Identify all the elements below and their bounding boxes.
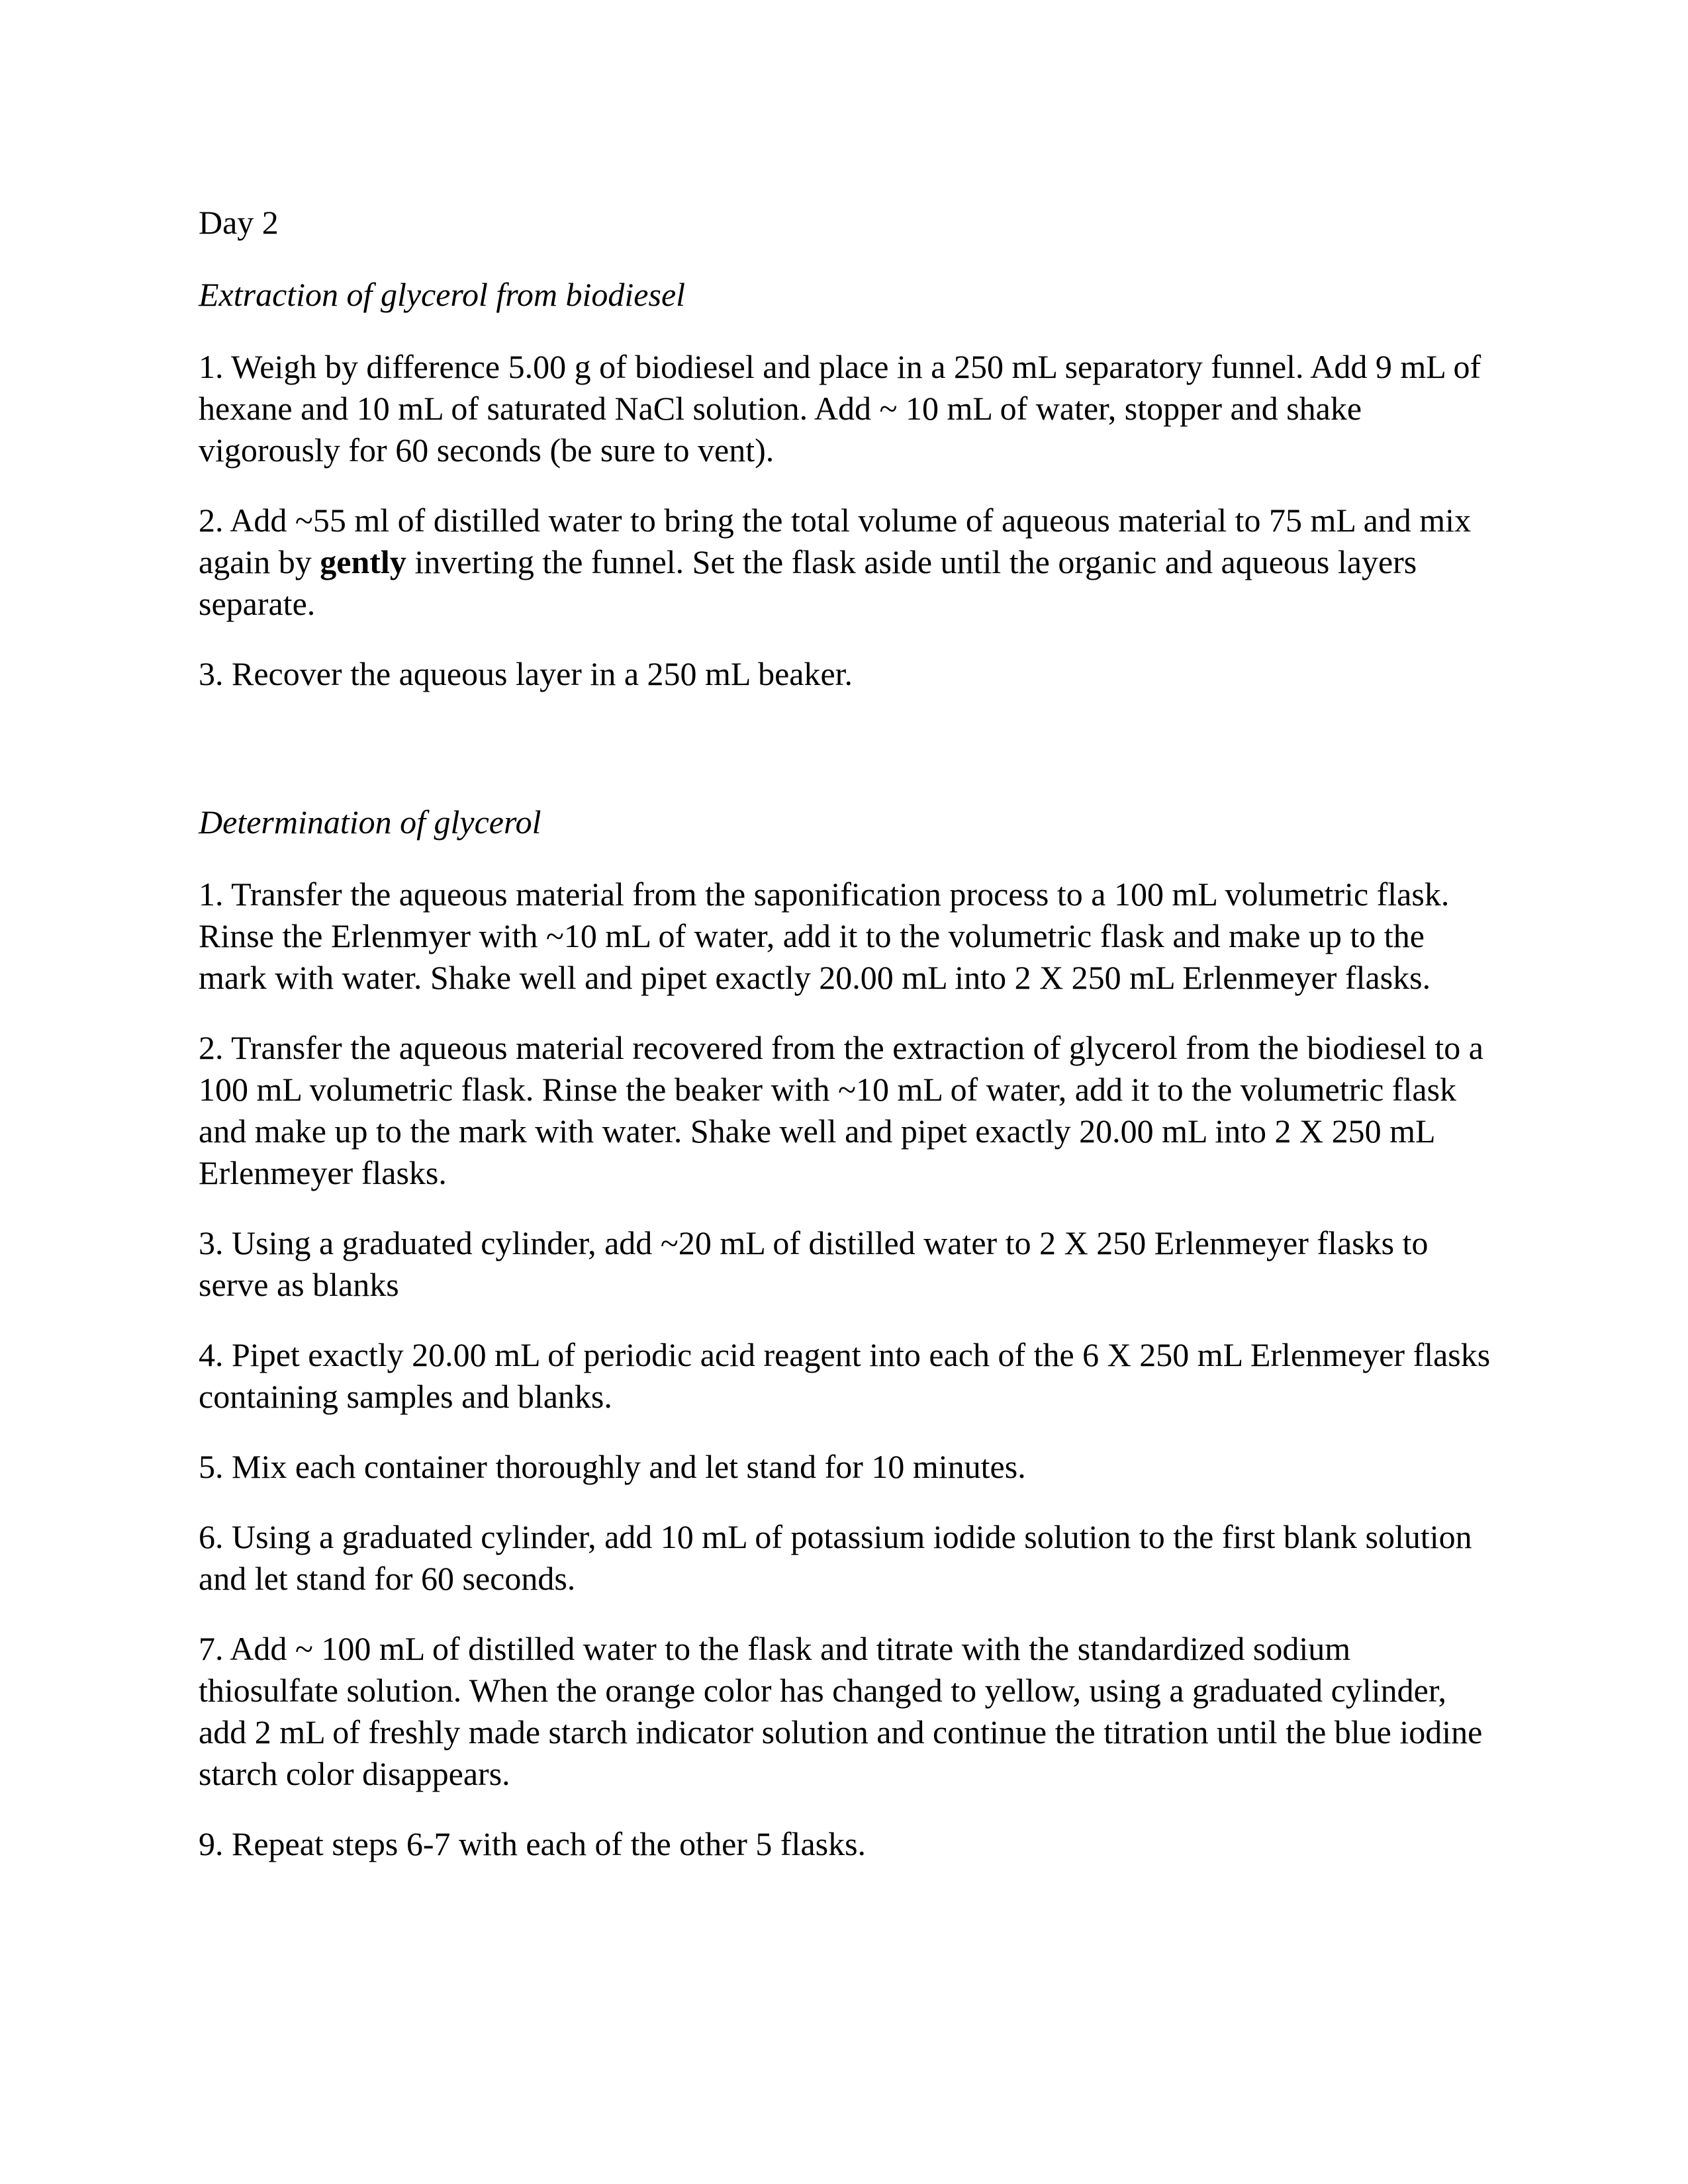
day-label: Day 2 xyxy=(199,204,279,241)
procedure-step xyxy=(199,1027,1493,1194)
step-text: 1. Weigh by difference 5.00 g of biodiesel and place in a 250 mL separatory funnel. Add 9 mL of hexane and 10 mL of saturated NaCl solution. Add ~ 10 mL of water, stopper and shake vigorously for 60 seconds (be sure to vent). xyxy=(199,348,1481,469)
step-text: 7. Add ~ 100 mL of distilled water to the flask and titrate with the standardized sodium thiosulfate solution. When the orange color has changed to yellow, using a graduated cylinder, add 2 mL of freshly made starch indicator solution and continue the titration until the blue iodine starch color disappears. xyxy=(199,1630,1483,1792)
bold-text: gently xyxy=(320,543,406,580)
procedure-step xyxy=(199,346,1493,471)
step-text: 2. Add ~55 ml of distilled water to bring the total volume of aqueous material to 75 mL and mix again by xyxy=(199,502,1472,580)
section-heading: Determination of glycerol xyxy=(199,803,541,841)
procedure-section xyxy=(199,723,1493,1865)
procedure-section xyxy=(199,274,1493,695)
step-text: 6. Using a graduated cylinder, add 10 mL of potassium iodide solution to the first blank solution and let stand for 60 seconds. xyxy=(199,1518,1472,1597)
procedure-step xyxy=(199,1628,1493,1795)
step-text: inverting the funnel. Set the flask aside until the organic and aqueous layers separate. xyxy=(199,543,1417,622)
step-text: 2. Transfer the aqueous material recovered from the extraction of glycerol from the biodiesel to a 100 mL volumetric flask. Rinse the beaker with ~10 mL of water, add it to the volumetric flask and make up to the mark with water. Shake well and pipet exactly 20.00 mL into 2 X 250 mL Erlenmeyer flasks. xyxy=(199,1029,1483,1191)
procedure-step xyxy=(199,1334,1493,1418)
sections-container xyxy=(199,274,1493,1865)
section-heading: Extraction of glycerol from biodiesel xyxy=(199,276,686,313)
procedure-step xyxy=(199,874,1493,999)
step-text: 1. Transfer the aqueous material from the saponification process to a 100 mL volumetric flask. Rinse the Erlenmyer with ~10 mL of water, add it to the volumetric flask and make up to the mark with water. Shake well and pipet exactly 20.00 mL into 2 X 250 mL Erlenmeyer flasks. xyxy=(199,876,1450,996)
step-text: 4. Pipet exactly 20.00 mL of periodic acid reagent into each of the 6 X 250 mL Erlenmeyer flasks containing samples and blanks. xyxy=(199,1336,1491,1415)
step-text: 5. Mix each container thoroughly and let stand for 10 minutes. xyxy=(199,1448,1026,1485)
procedure-step xyxy=(199,1222,1493,1306)
procedure-step xyxy=(199,653,1493,695)
procedure-step xyxy=(199,1516,1493,1600)
step-text: 9. Repeat steps 6-7 with each of the other 5 flasks. xyxy=(199,1825,867,1862)
procedure-step xyxy=(199,1446,1493,1488)
procedure-step xyxy=(199,500,1493,625)
procedure-step xyxy=(199,1823,1493,1865)
step-text: 3. Recover the aqueous layer in a 250 mL beaker. xyxy=(199,655,853,692)
step-text: 3. Using a graduated cylinder, add ~20 mL of distilled water to 2 X 250 Erlenmeyer flasks to serve as blanks xyxy=(199,1224,1429,1303)
